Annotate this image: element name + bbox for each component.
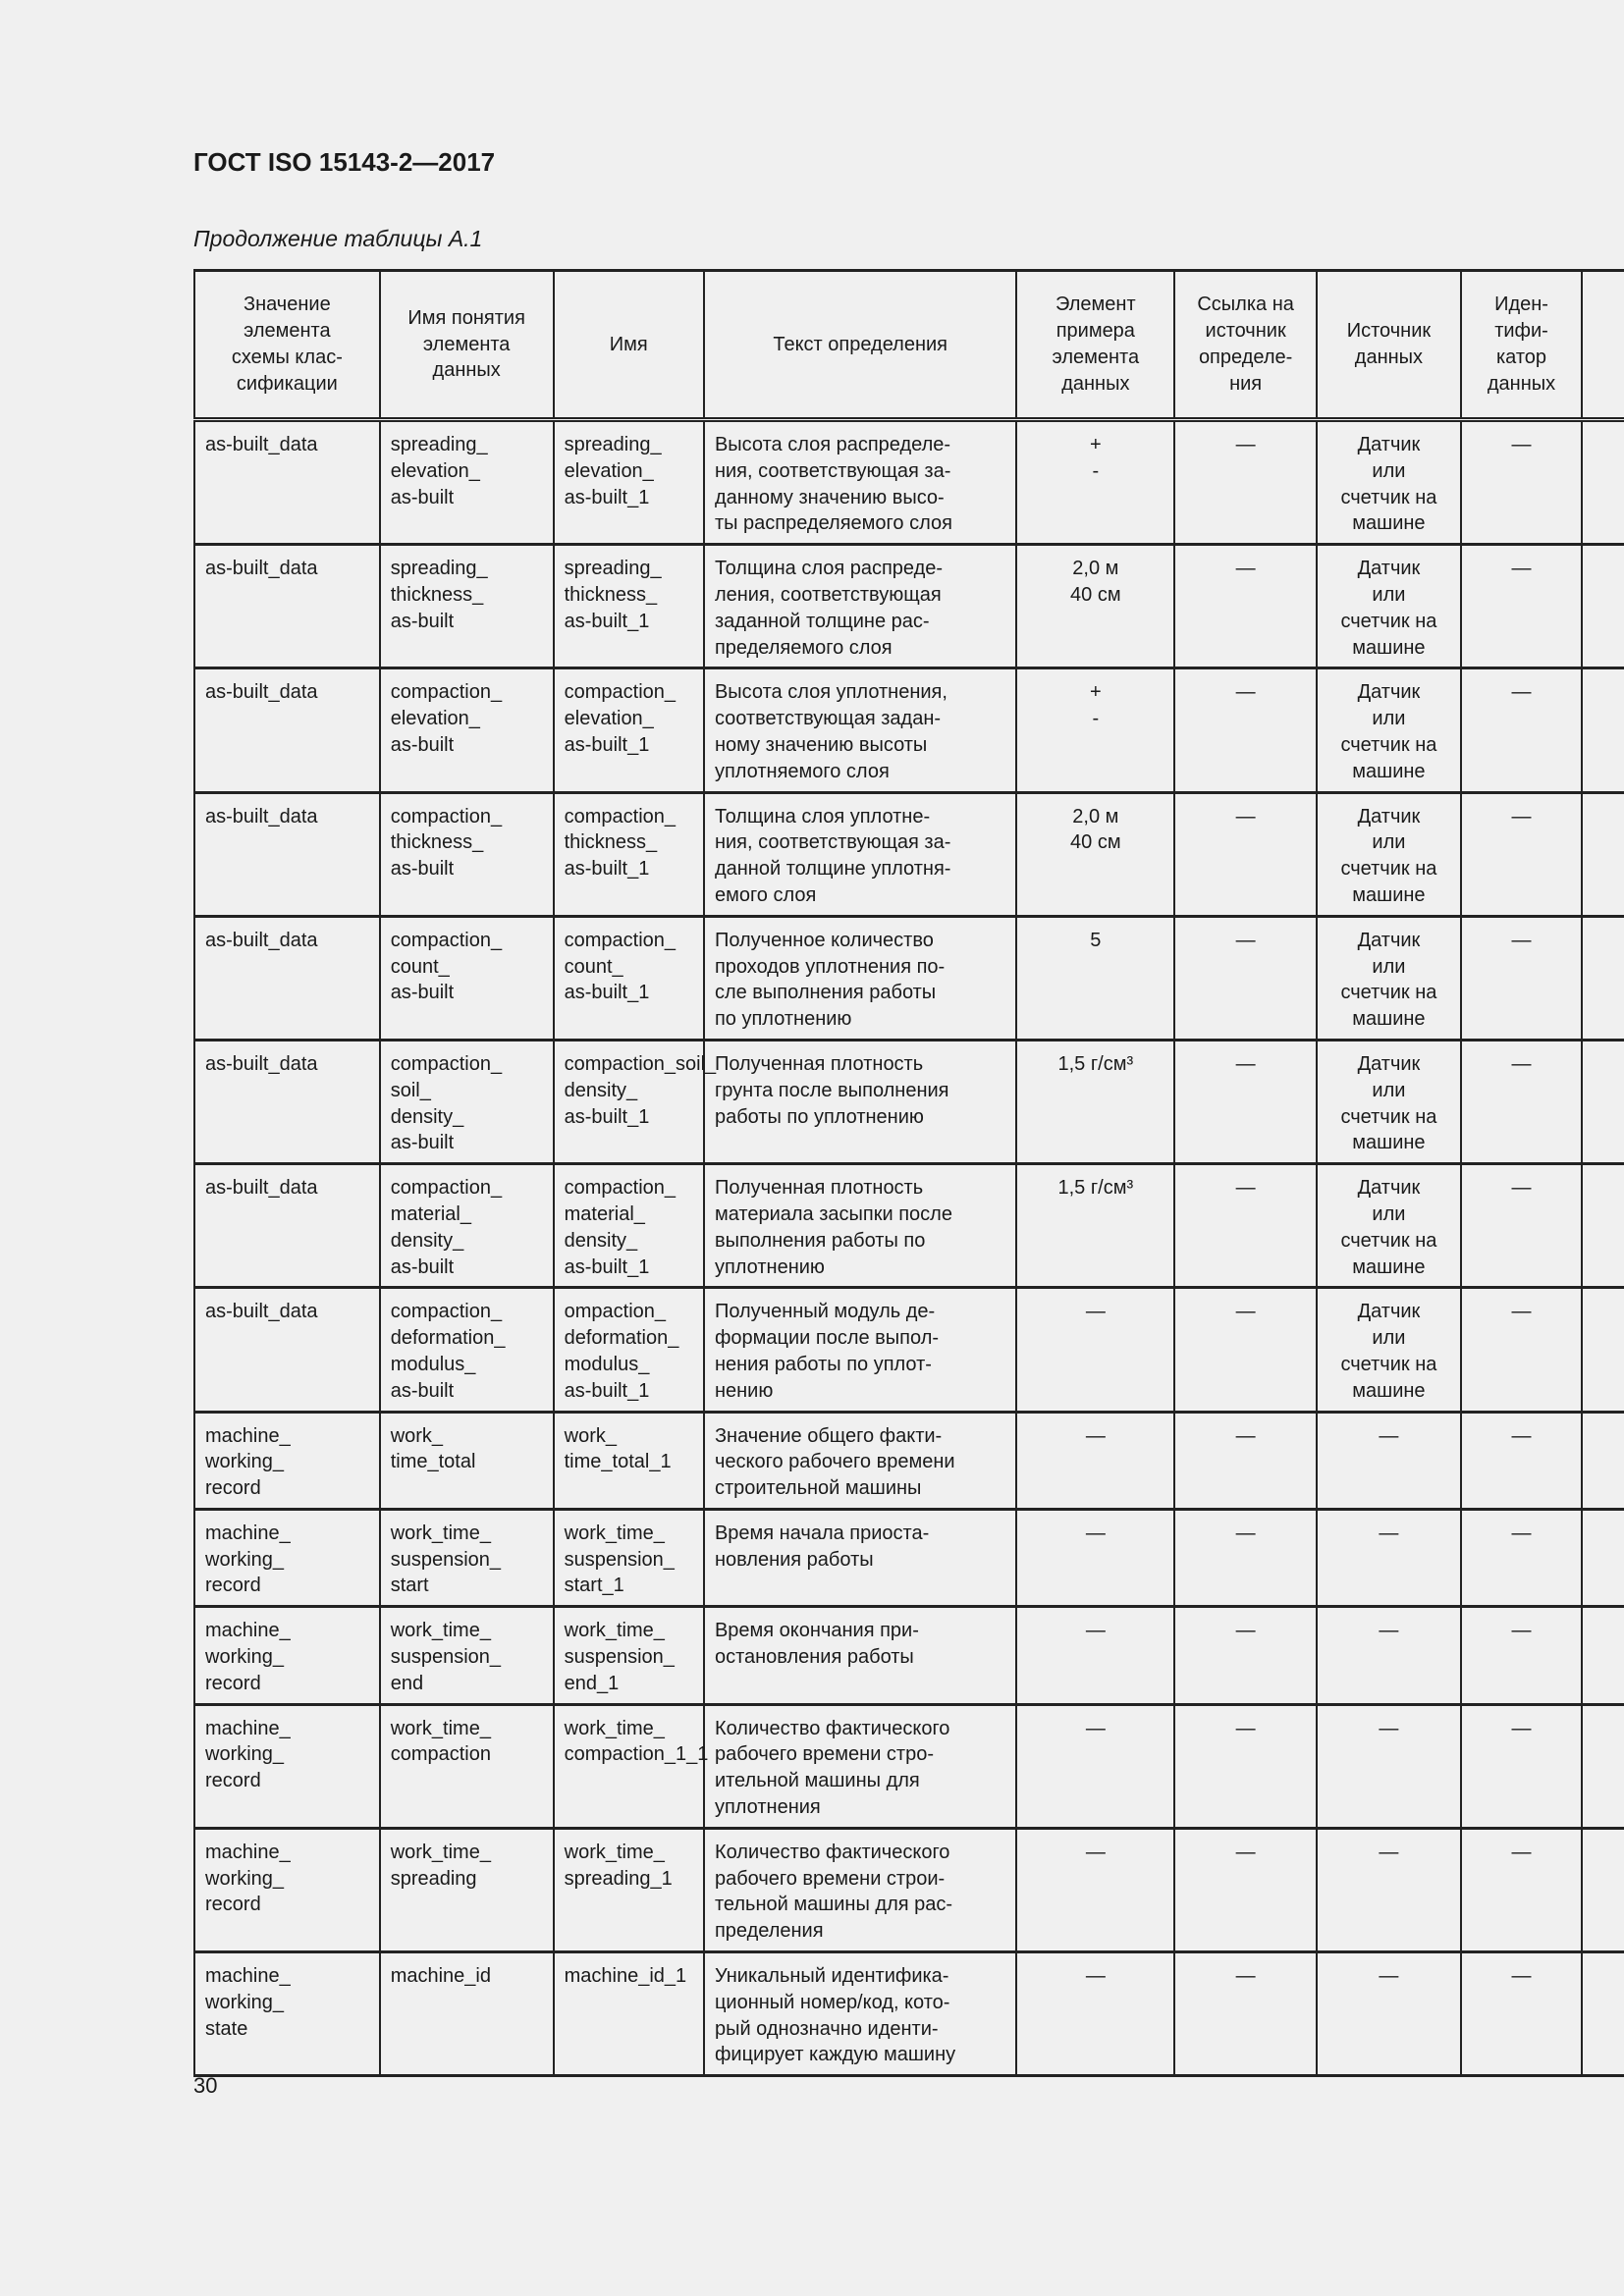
table-row bbox=[194, 420, 1624, 545]
table-row bbox=[194, 792, 1624, 916]
cell-data-source: — bbox=[1317, 1509, 1461, 1606]
cell-definition: Высота слоя распределе- ния, соответствующая за- данному значению высо- ты распределяемого слоя bbox=[704, 420, 1016, 545]
cell-data-identifier: — bbox=[1461, 1288, 1582, 1412]
cell-data-source: — bbox=[1317, 1704, 1461, 1828]
cell-extra bbox=[1582, 1288, 1624, 1412]
cell-extra bbox=[1582, 1607, 1624, 1704]
cell-definition: Толщина слоя уплотне- ния, соответствующая за- данной толщине уплотня- емого слоя bbox=[704, 792, 1016, 916]
cell-data-identifier: — bbox=[1461, 1952, 1582, 2076]
cell-definition-source-ref: — bbox=[1174, 1040, 1317, 1163]
cell-definition-source-ref: — bbox=[1174, 1509, 1317, 1606]
cell-classification-value: as-built_data bbox=[194, 792, 380, 916]
cell-definition-source-ref: — bbox=[1174, 1952, 1317, 2076]
cell-extra bbox=[1582, 1040, 1624, 1163]
cell-classification-value: machine_ working_ record bbox=[194, 1509, 380, 1606]
cell-example-value: + - bbox=[1016, 420, 1174, 545]
cell-name: work_ time_total_1 bbox=[554, 1412, 704, 1509]
table-row bbox=[194, 1952, 1624, 2076]
cell-definition-source-ref: — bbox=[1174, 545, 1317, 668]
cell-data-identifier: — bbox=[1461, 1704, 1582, 1828]
cell-classification-value: as-built_data bbox=[194, 916, 380, 1040]
cell-classification-value: as-built_data bbox=[194, 545, 380, 668]
cell-extra bbox=[1582, 1412, 1624, 1509]
cell-classification-value: machine_ working_ record bbox=[194, 1828, 380, 1951]
cell-definition: Полученная плотность грунта после выполнения работы по уплотнению bbox=[704, 1040, 1016, 1163]
cell-concept-name: compaction_ thickness_ as-built bbox=[380, 792, 554, 916]
cell-concept-name: spreading_ thickness_ as-built bbox=[380, 545, 554, 668]
cell-definition-source-ref: — bbox=[1174, 1607, 1317, 1704]
cell-definition-source-ref: — bbox=[1174, 668, 1317, 792]
cell-name: work_time_ spreading_1 bbox=[554, 1828, 704, 1951]
table-row bbox=[194, 545, 1624, 668]
cell-definition-source-ref: — bbox=[1174, 1164, 1317, 1288]
cell-data-source: Датчик или счетчик на машине bbox=[1317, 668, 1461, 792]
cell-definition: Время окончания при- остановления работы bbox=[704, 1607, 1016, 1704]
cell-definition: Значение общего факти- ческого рабочего времени строительной машины bbox=[704, 1412, 1016, 1509]
cell-data-source: Датчик или счетчик на машине bbox=[1317, 792, 1461, 916]
cell-definition: Полученный модуль де- формации после выпол- нения работы по уплот- нению bbox=[704, 1288, 1016, 1412]
column-header-name: Имя bbox=[554, 271, 704, 420]
cell-data-identifier: — bbox=[1461, 668, 1582, 792]
cell-concept-name: compaction_ soil_ density_ as-built bbox=[380, 1040, 554, 1163]
cell-example-value: — bbox=[1016, 1288, 1174, 1412]
cell-classification-value: as-built_data bbox=[194, 1040, 380, 1163]
table-caption: Продолжение таблицы А.1 bbox=[193, 226, 483, 251]
cell-concept-name: work_time_ spreading bbox=[380, 1828, 554, 1951]
cell-data-source: Датчик или счетчик на машине bbox=[1317, 1164, 1461, 1288]
cell-name: compaction_ count_ as-built_1 bbox=[554, 916, 704, 1040]
cell-data-identifier: — bbox=[1461, 420, 1582, 545]
column-header-concept-name: Имя понятия элемента данных bbox=[380, 271, 554, 420]
cell-definition-source-ref: — bbox=[1174, 792, 1317, 916]
cell-definition-source-ref: — bbox=[1174, 420, 1317, 545]
cell-data-source: — bbox=[1317, 1828, 1461, 1951]
table-row bbox=[194, 1040, 1624, 1163]
cell-name: compaction_ elevation_ as-built_1 bbox=[554, 668, 704, 792]
cell-concept-name: work_time_ suspension_ end bbox=[380, 1607, 554, 1704]
column-header-extra bbox=[1582, 271, 1624, 420]
cell-concept-name: compaction_ material_ density_ as-built bbox=[380, 1164, 554, 1288]
cell-example-value: — bbox=[1016, 1704, 1174, 1828]
cell-data-identifier: — bbox=[1461, 1040, 1582, 1163]
cell-example-value: — bbox=[1016, 1412, 1174, 1509]
cell-data-source: Датчик или счетчик на машине bbox=[1317, 545, 1461, 668]
cell-data-source: Датчик или счетчик на машине bbox=[1317, 1040, 1461, 1163]
cell-name: work_time_ suspension_ end_1 bbox=[554, 1607, 704, 1704]
cell-example-value: — bbox=[1016, 1607, 1174, 1704]
cell-example-value: 1,5 г/см³ bbox=[1016, 1164, 1174, 1288]
cell-data-identifier: — bbox=[1461, 792, 1582, 916]
cell-definition: Толщина слоя распреде- ления, соответствующая заданной толщине рас- пределяемого слоя bbox=[704, 545, 1016, 668]
table-row bbox=[194, 1509, 1624, 1606]
cell-definition: Полученная плотность материала засыпки после выполнения работы по уплотнению bbox=[704, 1164, 1016, 1288]
cell-name: compaction_soil_ density_ as-built_1 bbox=[554, 1040, 704, 1163]
cell-example-value: + - bbox=[1016, 668, 1174, 792]
cell-classification-value: as-built_data bbox=[194, 1164, 380, 1288]
column-header-definition-source-ref: Ссылка на источник определе- ния bbox=[1174, 271, 1317, 420]
column-header-classification-value: Значение элемента схемы клас- сификации bbox=[194, 271, 380, 420]
cell-classification-value: machine_ working_ state bbox=[194, 1952, 380, 2076]
table-row bbox=[194, 1412, 1624, 1509]
table-row bbox=[194, 1164, 1624, 1288]
cell-extra bbox=[1582, 1952, 1624, 2076]
cell-definition-source-ref: — bbox=[1174, 1704, 1317, 1828]
cell-example-value: — bbox=[1016, 1952, 1174, 2076]
table-row bbox=[194, 916, 1624, 1040]
cell-definition: Количество фактического рабочего времени строи- тельной машины для рас- пределения bbox=[704, 1828, 1016, 1951]
cell-concept-name: compaction_ elevation_ as-built bbox=[380, 668, 554, 792]
cell-data-identifier: — bbox=[1461, 1164, 1582, 1288]
cell-example-value: 1,5 г/см³ bbox=[1016, 1040, 1174, 1163]
cell-concept-name: work_ time_total bbox=[380, 1412, 554, 1509]
cell-data-identifier: — bbox=[1461, 1412, 1582, 1509]
cell-extra bbox=[1582, 1164, 1624, 1288]
cell-extra bbox=[1582, 1509, 1624, 1606]
document-title: ГОСТ ISO 15143-2—2017 bbox=[193, 147, 496, 177]
cell-name: work_time_ compaction_1_1 bbox=[554, 1704, 704, 1828]
cell-concept-name: work_time_ suspension_ start bbox=[380, 1509, 554, 1606]
cell-data-source: Датчик или счетчик на машине bbox=[1317, 420, 1461, 545]
cell-concept-name: compaction_ count_ as-built bbox=[380, 916, 554, 1040]
cell-name: ompaction_ deformation_ modulus_ as-built_1 bbox=[554, 1288, 704, 1412]
cell-data-source: — bbox=[1317, 1952, 1461, 2076]
cell-data-identifier: — bbox=[1461, 1607, 1582, 1704]
cell-data-identifier: — bbox=[1461, 1509, 1582, 1606]
cell-name: spreading_ thickness_ as-built_1 bbox=[554, 545, 704, 668]
cell-name: machine_id_1 bbox=[554, 1952, 704, 2076]
cell-classification-value: as-built_data bbox=[194, 1288, 380, 1412]
cell-definition: Уникальный идентифика- ционный номер/код, кото- рый однозначно иденти- фицирует каждую машину bbox=[704, 1952, 1016, 2076]
cell-definition-source-ref: — bbox=[1174, 1288, 1317, 1412]
cell-concept-name: compaction_ deformation_ modulus_ as-built bbox=[380, 1288, 554, 1412]
cell-definition-source-ref: — bbox=[1174, 916, 1317, 1040]
cell-concept-name: work_time_ compaction bbox=[380, 1704, 554, 1828]
classification-table bbox=[193, 269, 1624, 2077]
cell-extra bbox=[1582, 545, 1624, 668]
cell-name: compaction_ material_ density_ as-built_1 bbox=[554, 1164, 704, 1288]
cell-definition-source-ref: — bbox=[1174, 1412, 1317, 1509]
cell-extra bbox=[1582, 420, 1624, 545]
cell-extra bbox=[1582, 1828, 1624, 1951]
cell-concept-name: machine_id bbox=[380, 1952, 554, 2076]
cell-classification-value: machine_ working_ record bbox=[194, 1704, 380, 1828]
cell-data-identifier: — bbox=[1461, 1828, 1582, 1951]
column-header-definition: Текст определения bbox=[704, 271, 1016, 420]
cell-definition: Количество фактического рабочего времени стро- ительной машины для уплотнения bbox=[704, 1704, 1016, 1828]
cell-extra bbox=[1582, 916, 1624, 1040]
cell-classification-value: as-built_data bbox=[194, 668, 380, 792]
cell-data-source: — bbox=[1317, 1412, 1461, 1509]
cell-name: compaction_ thickness_ as-built_1 bbox=[554, 792, 704, 916]
cell-classification-value: machine_ working_ record bbox=[194, 1412, 380, 1509]
cell-data-source: — bbox=[1317, 1607, 1461, 1704]
cell-extra bbox=[1582, 1704, 1624, 1828]
cell-classification-value: machine_ working_ record bbox=[194, 1607, 380, 1704]
cell-example-value: 2,0 м 40 см bbox=[1016, 545, 1174, 668]
column-header-data-source: Источник данных bbox=[1317, 271, 1461, 420]
cell-data-source: Датчик или счетчик на машине bbox=[1317, 916, 1461, 1040]
table-row bbox=[194, 668, 1624, 792]
table-row bbox=[194, 1704, 1624, 1828]
cell-definition: Время начала приоста- новления работы bbox=[704, 1509, 1016, 1606]
page-number: 30 bbox=[193, 2073, 218, 2098]
cell-definition: Высота слоя уплотнения, соответствующая задан- ному значению высоты уплотняемого слоя bbox=[704, 668, 1016, 792]
table-row bbox=[194, 1288, 1624, 1412]
table-row bbox=[194, 1828, 1624, 1951]
cell-name: work_time_ suspension_ start_1 bbox=[554, 1509, 704, 1606]
cell-example-value: — bbox=[1016, 1828, 1174, 1951]
table-row bbox=[194, 1607, 1624, 1704]
column-header-example-value: Элемент примера элемента данных bbox=[1016, 271, 1174, 420]
cell-definition: Полученное количество проходов уплотнения по- сле выполнения работы по уплотнению bbox=[704, 916, 1016, 1040]
cell-classification-value: as-built_data bbox=[194, 420, 380, 545]
cell-definition-source-ref: — bbox=[1174, 1828, 1317, 1951]
table-header-row bbox=[194, 271, 1624, 420]
cell-example-value: 2,0 м 40 см bbox=[1016, 792, 1174, 916]
cell-data-source: Датчик или счетчик на машине bbox=[1317, 1288, 1461, 1412]
cell-extra bbox=[1582, 668, 1624, 792]
cell-concept-name: spreading_ elevation_ as-built bbox=[380, 420, 554, 545]
cell-example-value: — bbox=[1016, 1509, 1174, 1606]
cell-example-value: 5 bbox=[1016, 916, 1174, 1040]
column-header-data-identifier: Иден- тифи- катор данных bbox=[1461, 271, 1582, 420]
cell-data-identifier: — bbox=[1461, 545, 1582, 668]
cell-name: spreading_ elevation_ as-built_1 bbox=[554, 420, 704, 545]
cell-extra bbox=[1582, 792, 1624, 916]
cell-data-identifier: — bbox=[1461, 916, 1582, 1040]
